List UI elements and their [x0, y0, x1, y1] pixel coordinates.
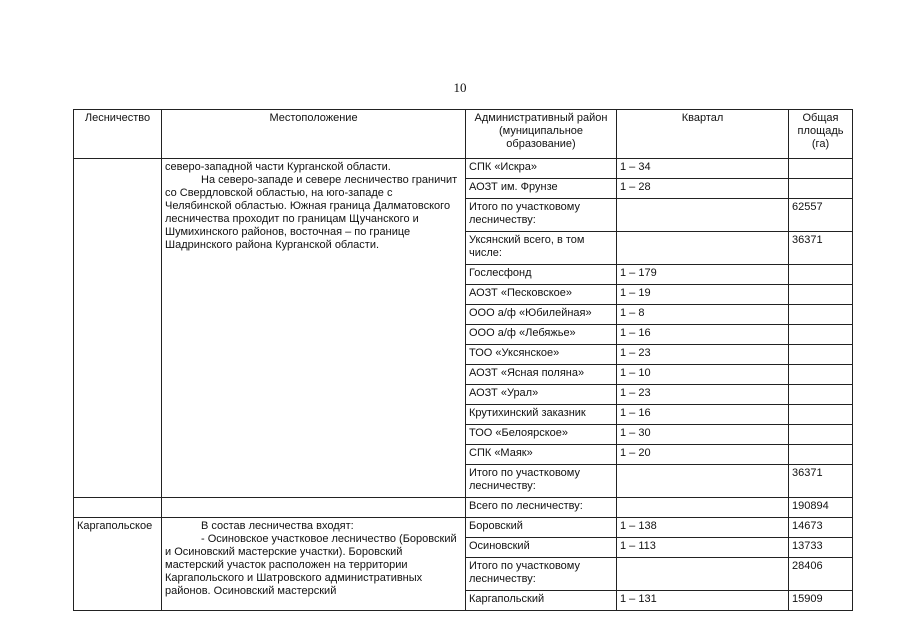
quarter-cell: 1 – 138: [617, 518, 789, 538]
area-cell: 62557: [789, 199, 853, 232]
area-cell: [789, 265, 853, 285]
header-location: Местоположение: [162, 110, 466, 159]
location-text: В состав лесничества входят:: [201, 520, 354, 532]
page-number: 10: [453, 80, 467, 95]
district-cell: АОЗТ им. Фрунзе: [466, 179, 617, 199]
quarter-cell: [617, 232, 789, 265]
header-area: Общая площадь (га): [789, 110, 853, 159]
forestry-name: Каргапольское: [74, 518, 162, 611]
area-cell: [789, 285, 853, 305]
district-cell: Итого по участковому лесничеству:: [466, 465, 617, 498]
quarter-cell: 1 – 34: [617, 159, 789, 179]
quarter-cell: 1 – 131: [617, 591, 789, 611]
area-cell: [789, 325, 853, 345]
area-cell: [789, 425, 853, 445]
area-cell: 36371: [789, 232, 853, 265]
quarter-cell: 1 – 8: [617, 305, 789, 325]
quarter-cell: 1 – 19: [617, 285, 789, 305]
total-area: 190894: [789, 498, 853, 518]
area-cell: 14673: [789, 518, 853, 538]
total-label: Всего по лесничеству:: [466, 498, 617, 518]
quarter-cell: [617, 558, 789, 591]
quarter-cell: 1 – 16: [617, 325, 789, 345]
district-cell: СПК «Маяк»: [466, 445, 617, 465]
district-cell: ООО а/ф «Лебяжье»: [466, 325, 617, 345]
location-cell: [162, 159, 466, 498]
quarter-cell: 1 – 16: [617, 405, 789, 425]
table-row: [74, 159, 853, 179]
quarter-cell: 1 – 10: [617, 365, 789, 385]
area-cell: [789, 405, 853, 425]
quarter-cell: [617, 498, 789, 518]
location-text: На северо-западе и севере лесничество граничит со Свердловской областью, на юго-западе с Челябинской областью. Южная граница Далматовского лесничества проходит по границам Щучанского и Шумихинского районов, восточная – по границе Шадринского района Курганской области.: [165, 174, 458, 251]
area-cell: [789, 385, 853, 405]
district-cell: Боровский: [466, 518, 617, 538]
district-cell: Уксянский всего, в том числе:: [466, 232, 617, 265]
header-district: Административный район (муниципальное образование): [466, 110, 617, 159]
area-cell: [789, 365, 853, 385]
location-cell: [162, 498, 466, 518]
district-cell: Крутихинский заказник: [466, 405, 617, 425]
area-cell: 15909: [789, 591, 853, 611]
area-cell: [789, 445, 853, 465]
quarter-cell: 1 – 179: [617, 265, 789, 285]
district-cell: ТОО «Белоярское»: [466, 425, 617, 445]
district-cell: Итого по участковому лесничеству:: [466, 199, 617, 232]
quarter-cell: 1 – 28: [617, 179, 789, 199]
area-cell: [789, 159, 853, 179]
forestry-cell: [74, 159, 162, 498]
area-cell: [789, 179, 853, 199]
district-cell: Осиновский: [466, 538, 617, 558]
district-cell: Гослесфонд: [466, 265, 617, 285]
location-text: - Осиновское участковое лесничество (Боровский и Осиновский мастерские участки). Боровский мастерский участок расположен на территории Каргапольского и Шатровского административных районов. Осиновский мастерский: [165, 533, 457, 597]
district-cell: Каргапольский: [466, 591, 617, 611]
district-cell: СПК «Искра»: [466, 159, 617, 179]
forestry-table: [73, 109, 853, 611]
location-text: северо-западной части Курганской области.: [165, 161, 391, 173]
area-cell: 28406: [789, 558, 853, 591]
quarter-cell: [617, 199, 789, 232]
quarter-cell: 1 – 23: [617, 345, 789, 365]
quarter-cell: [617, 465, 789, 498]
quarter-cell: 1 – 30: [617, 425, 789, 445]
header-row: [74, 110, 853, 159]
forestry-cell: [74, 498, 162, 518]
header-forestry: Лесничество: [74, 110, 162, 159]
district-cell: АОЗТ «Песковское»: [466, 285, 617, 305]
district-cell: ООО а/ф «Юбилейная»: [466, 305, 617, 325]
area-cell: [789, 305, 853, 325]
quarter-cell: 1 – 23: [617, 385, 789, 405]
quarter-cell: 1 – 20: [617, 445, 789, 465]
district-cell: АОЗТ «Урал»: [466, 385, 617, 405]
district-cell: Итого по участковому лесничеству:: [466, 558, 617, 591]
district-cell: АОЗТ «Ясная поляна»: [466, 365, 617, 385]
district-cell: ТОО «Уксянское»: [466, 345, 617, 365]
area-cell: 36371: [789, 465, 853, 498]
quarter-cell: 1 – 113: [617, 538, 789, 558]
area-cell: [789, 345, 853, 365]
area-cell: 13733: [789, 538, 853, 558]
total-row: [74, 498, 853, 518]
table-row: [74, 518, 853, 538]
location-cell: [162, 518, 466, 611]
header-quarter: Квартал: [617, 110, 789, 159]
